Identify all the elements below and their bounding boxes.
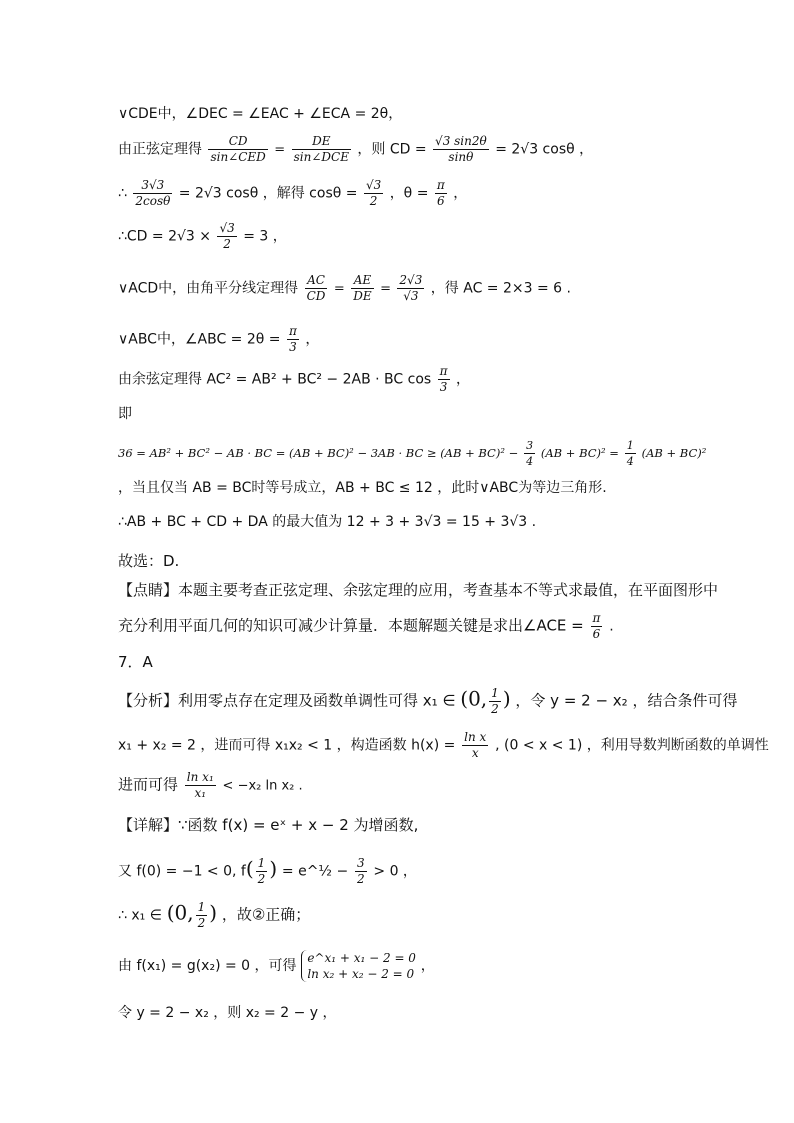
text: = xyxy=(380,281,391,297)
fraction xyxy=(287,324,299,355)
line-triangle-cde xyxy=(118,104,402,124)
numerator: 1 xyxy=(626,439,634,452)
numerator: π xyxy=(439,364,448,378)
text: ∨ACD中，由角平分线定理得 xyxy=(118,280,299,297)
text: 由余弦定理得 AC² = AB² + BC² − 2AB · BC cos xyxy=(118,371,432,388)
question-number xyxy=(118,652,153,672)
denominator: 6 xyxy=(437,194,445,208)
text: ) xyxy=(209,900,218,925)
text: ， xyxy=(455,371,470,388)
denominator: 2 xyxy=(369,194,378,208)
fraction xyxy=(305,273,328,304)
line-detail-5 xyxy=(118,1002,337,1023)
line-analysis-3 xyxy=(118,770,303,801)
text: 由正弦定理得 xyxy=(118,141,202,158)
fraction xyxy=(591,611,603,642)
text: 7．A xyxy=(118,653,153,671)
fraction xyxy=(355,856,367,887)
line-answer xyxy=(118,551,179,571)
text: 即 xyxy=(118,406,132,422)
text: 36 = AB² + BC² − AB · BC = (AB + BC)² − 3AB · BC ≥ (AB + BC)² − xyxy=(118,446,519,460)
numerator: 1 xyxy=(491,686,499,700)
text: 故选：D. xyxy=(118,552,180,570)
numerator: π xyxy=(288,324,297,338)
text: ∨CDE中，∠DEC = ∠EAC + ∠ECA = 2θ， xyxy=(118,106,403,122)
text: = e^½ − xyxy=(281,863,349,880)
denominator: x xyxy=(471,746,479,760)
fraction xyxy=(433,134,489,165)
text: ，当且仅当 AB = BC时等号成立，AB + BC ≤ 12 ，此时∨ABC为等边三角形. xyxy=(118,480,607,496)
text: (AB + BC)² = xyxy=(540,446,619,460)
fraction xyxy=(489,686,501,717)
text: 【详解】∵函数 f(x) = eˣ + x − 2 为增函数, xyxy=(118,816,419,834)
line-max-value xyxy=(118,512,536,532)
fraction xyxy=(397,273,424,304)
line-comment-2 xyxy=(118,611,614,642)
line-cd-value xyxy=(118,221,287,252)
numerator: 3√3 xyxy=(133,178,172,194)
line-solve-theta xyxy=(118,178,467,209)
numerator: π xyxy=(592,611,601,625)
text: (0, xyxy=(460,686,488,711)
text: ， xyxy=(453,185,468,202)
fraction xyxy=(435,178,447,209)
line-triangle-abc xyxy=(118,324,319,355)
line-comment-1 xyxy=(118,580,718,600)
fraction xyxy=(185,770,216,801)
text: 充分利用平面几何的知识可减少计算量．本题解题关键是求出∠ACE = xyxy=(118,616,584,635)
text: ∨ABC中，∠ABC = 2θ = xyxy=(118,331,281,348)
text: < −x₂ ln x₂ . xyxy=(222,778,303,794)
numerator: π xyxy=(436,178,445,192)
text: > 0 ， xyxy=(373,863,417,880)
line-analysis-1 xyxy=(118,686,737,717)
denominator: sin∠CED xyxy=(210,150,266,164)
equation-system xyxy=(301,950,416,982)
text: (AB + BC)² xyxy=(641,446,707,460)
text: . xyxy=(609,618,614,635)
fraction xyxy=(438,364,450,395)
text: ，则 CD = xyxy=(357,141,427,158)
denominator: sin∠DCE xyxy=(293,150,349,164)
text: ∴CD = 2√3 × xyxy=(118,228,212,245)
denominator: 2 xyxy=(197,916,206,930)
denominator: 2 xyxy=(491,702,499,716)
denominator: 4 xyxy=(626,455,634,468)
denominator: 6 xyxy=(592,627,601,641)
numerator: √3 xyxy=(219,221,235,235)
denominator: 3 xyxy=(439,380,448,394)
denominator: sinθ xyxy=(448,150,474,164)
denominator: 2 xyxy=(257,872,266,886)
numerator: √3 sin2θ xyxy=(435,134,487,148)
denominator: DE xyxy=(353,289,372,303)
line-detail-2 xyxy=(118,856,417,887)
numerator: AE xyxy=(351,273,373,289)
line-ji xyxy=(118,404,132,424)
text: = 2√3 cosθ ， xyxy=(495,141,594,158)
text: (0, xyxy=(166,900,194,925)
text: = 2√3 cosθ ，解得 cosθ = xyxy=(178,185,358,202)
numerator: AC xyxy=(305,273,328,289)
text: = xyxy=(333,281,345,297)
fraction xyxy=(196,900,208,931)
line-angle-bisector xyxy=(118,273,571,304)
text: ，令 y = 2 − x₂ ，结合条件可得 xyxy=(515,691,738,710)
fraction xyxy=(208,134,267,165)
text: ) xyxy=(502,686,511,711)
denominator: CD xyxy=(306,289,326,303)
fraction xyxy=(217,221,236,252)
numerator: 1 xyxy=(197,900,206,914)
text: 令 y = 2 − x₂ ，则 x₂ = 2 − y ， xyxy=(118,1005,337,1021)
text: ∴AB + BC + CD + DA 的最大值为 12 + 3 + 3√3 = 15 + 3√3 . xyxy=(118,514,537,530)
line-sine-law xyxy=(118,134,593,165)
numerator: 3 xyxy=(356,856,365,870)
numerator: √3 xyxy=(365,178,382,192)
text: ) xyxy=(269,856,278,881)
text: ∴ x₁ ∈ xyxy=(118,907,162,924)
numerator: 2√3 xyxy=(399,273,423,287)
line-inequality xyxy=(118,438,706,469)
denominator: 3 xyxy=(289,340,297,354)
line-detail-3 xyxy=(118,900,310,931)
text: 进而可得 xyxy=(118,775,179,794)
text: 又 f(0) = −1 < 0, f xyxy=(118,863,246,880)
numerator: 3 xyxy=(526,439,534,452)
equation-2: ln x₂ + x₂ − 2 = 0 xyxy=(307,967,415,981)
text: ，故②正确； xyxy=(221,905,311,924)
text: ，θ = xyxy=(389,185,429,202)
fraction xyxy=(625,438,636,469)
numerator: ln x xyxy=(464,730,487,744)
text: 由 f(x₁) = g(x₂) = 0 ，可得 xyxy=(118,958,297,974)
line-cosine-law xyxy=(118,364,470,395)
text: ，得 AC = 2×3 = 6 . xyxy=(430,280,571,297)
text: = 3 ， xyxy=(243,228,287,245)
fraction xyxy=(524,438,535,469)
text: = xyxy=(274,142,286,158)
text: ∴ xyxy=(118,185,127,202)
denominator: 4 xyxy=(526,455,534,468)
text: ( xyxy=(245,856,254,881)
text: x₁ + x₂ = 2 ，进而可得 x₁x₂ < 1 ，构造函数 h(x) = xyxy=(118,737,456,754)
denominator: 2 xyxy=(356,872,365,886)
text: ， xyxy=(420,958,435,974)
numerator: ln x₁ xyxy=(186,770,214,784)
numerator: DE xyxy=(292,134,351,150)
text: 【分析】利用零点存在定理及函数单调性可得 x₁ ∈ xyxy=(118,691,456,710)
equation-1: e^x₁ + x₁ − 2 = 0 xyxy=(307,951,416,965)
line-detail-1 xyxy=(118,815,418,835)
text: , (0 < x < 1) ，利用导数判断函数的单调性 xyxy=(495,737,769,754)
fraction xyxy=(292,134,351,165)
line-analysis-2 xyxy=(118,730,769,761)
fraction xyxy=(256,856,268,887)
fraction xyxy=(364,178,383,209)
denominator: x₁ xyxy=(194,786,207,800)
denominator: 2cosθ xyxy=(135,194,171,208)
fraction xyxy=(351,273,373,304)
text: 【点睛】本题主要考查正弦定理、余弦定理的应用，考查基本不等式求最值，在平面图形中 xyxy=(118,581,719,599)
fraction xyxy=(462,730,488,761)
denominator: 2 xyxy=(223,237,231,251)
numerator: CD xyxy=(208,134,267,150)
line-detail-4 xyxy=(118,950,435,982)
numerator: 1 xyxy=(257,856,266,870)
denominator: √3 xyxy=(403,289,419,303)
fraction xyxy=(133,178,172,209)
line-equality-condition xyxy=(118,478,607,498)
text: ， xyxy=(305,331,320,348)
